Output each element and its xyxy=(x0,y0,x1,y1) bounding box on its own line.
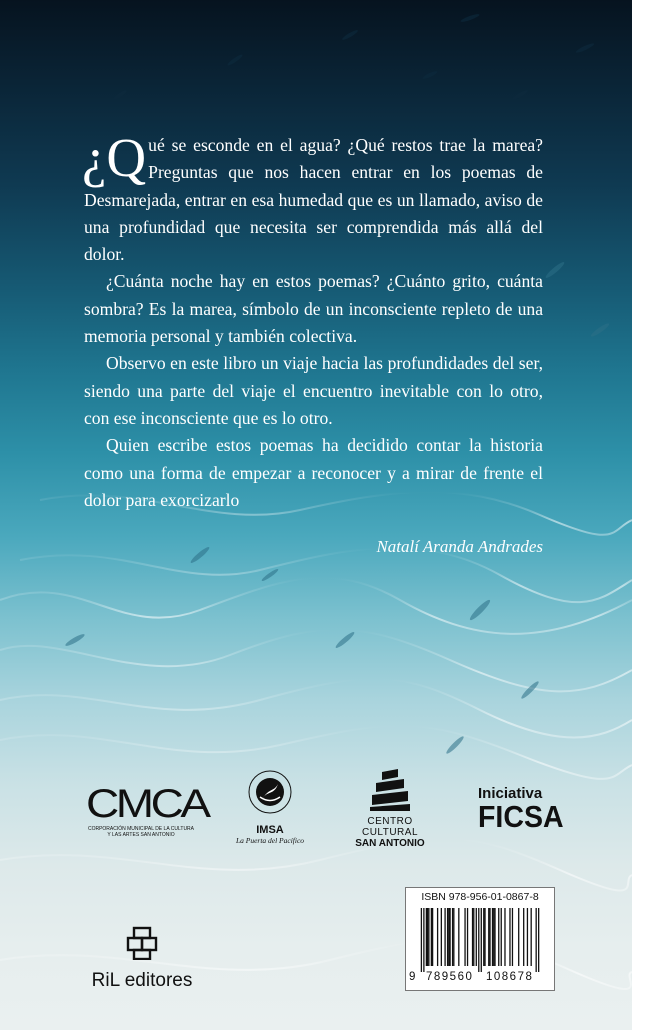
barcode-bar xyxy=(453,908,454,966)
imsa-logo: IMSA La Puerta del Pacífico xyxy=(225,770,315,845)
barcode-bar xyxy=(428,908,429,966)
barcode-lead-digit: 9 xyxy=(409,971,416,983)
barcode-bar xyxy=(421,908,422,972)
barcode-bar xyxy=(501,908,502,966)
barcode-bar xyxy=(476,908,477,966)
isbn-label: ISBN 978-956-01-0867-8 xyxy=(421,891,539,903)
barcode-bar xyxy=(498,908,499,966)
barcode-bar xyxy=(464,908,465,966)
author-signature: Natalí Aranda Andrades xyxy=(376,537,543,556)
barcode-bar xyxy=(431,908,432,966)
barcode-bar xyxy=(492,908,493,966)
back-cover-blurb xyxy=(82,127,543,514)
barcode-right-digits: 108678 xyxy=(486,971,534,983)
barcode-bar xyxy=(478,908,479,972)
barcode-bar xyxy=(426,908,427,966)
cmca-logo: CMCA CORPORACIÓN MUNICIPAL DE LA CULTURA Y LAS ARTES SAN ANTONIO xyxy=(86,782,208,838)
isbn-barcode-box xyxy=(405,887,555,991)
barcode-bar xyxy=(509,908,510,966)
barcode-bar xyxy=(423,908,424,972)
barcode-bar xyxy=(437,908,438,966)
barcode-bar xyxy=(488,908,489,966)
barcode xyxy=(412,908,548,972)
sponsor-logos xyxy=(0,760,632,850)
barcode-bar xyxy=(449,908,450,966)
barcode-bar xyxy=(523,908,524,966)
barcode-bar xyxy=(447,908,448,966)
barcode-bar xyxy=(538,908,539,972)
barcode-bar xyxy=(472,908,473,966)
barcode-bar xyxy=(441,908,442,966)
barcode-bar xyxy=(531,908,532,966)
barcode-bar xyxy=(493,908,494,966)
blurb-paragraph-4: Quien escribe estos poemas ha decidido contar la historia como una forma de empezar a reconocer y a mirar de frente el dolor para exorcizarlo xyxy=(84,435,543,510)
barcode-bar xyxy=(432,908,433,966)
stacked-steps-icon xyxy=(366,768,414,812)
barcode-bar xyxy=(518,908,519,966)
barcode-bar xyxy=(444,908,445,966)
blurb-paragraph-3: Observo en este libro un viaje hacia las profundidades del ser, siendo una parte del viaje el encuentro inevitable con lo otro, con ese inconsciente que es lo otro. xyxy=(84,353,543,428)
blurb-paragraph-1: ¿Q ué se esconde en el agua? ¿Qué restos trae la marea? Preguntas que nos hacen entrar en los poemas de Desmarejada, entrar en esa humedad que es un llamado, aviso de una profundidad que necesita ser comprendida más allá del dolor. xyxy=(82,127,543,265)
barcode-bar xyxy=(504,908,505,966)
barcode-bar xyxy=(536,908,537,972)
barcode-bar xyxy=(452,908,453,966)
ficsa-logo: Iniciativa FICSA xyxy=(478,785,564,834)
barcode-bar xyxy=(467,908,468,966)
barcode-bar xyxy=(458,908,459,966)
ril-emblem-icon xyxy=(125,926,159,960)
imsa-seal-icon xyxy=(248,770,292,818)
centro-cultural-logo: CENTRO CULTURAL SAN ANTONIO xyxy=(345,768,435,849)
barcode-bar xyxy=(448,908,449,966)
barcode-bar xyxy=(527,908,528,966)
barcode-bar xyxy=(489,908,490,966)
drop-cap: ¿Q xyxy=(82,127,147,188)
barcode-bar xyxy=(427,908,428,966)
barcode-left-digits: 789560 xyxy=(426,971,474,983)
blurb-paragraph-2: ¿Cuánta noche hay en estos poemas? ¿Cuánto grito, cuánta sombra? Es la marea, símbolo de un inconsciente repleto de una memoria personal y también colectiva. xyxy=(84,271,543,347)
barcode-bar xyxy=(494,908,495,966)
barcode-bar xyxy=(483,908,484,966)
barcode-bar xyxy=(484,908,485,966)
barcode-bar xyxy=(512,908,513,966)
barcode-bar xyxy=(481,908,482,972)
publisher-logo: RiL editores xyxy=(82,926,202,992)
barcode-bar xyxy=(473,908,474,966)
